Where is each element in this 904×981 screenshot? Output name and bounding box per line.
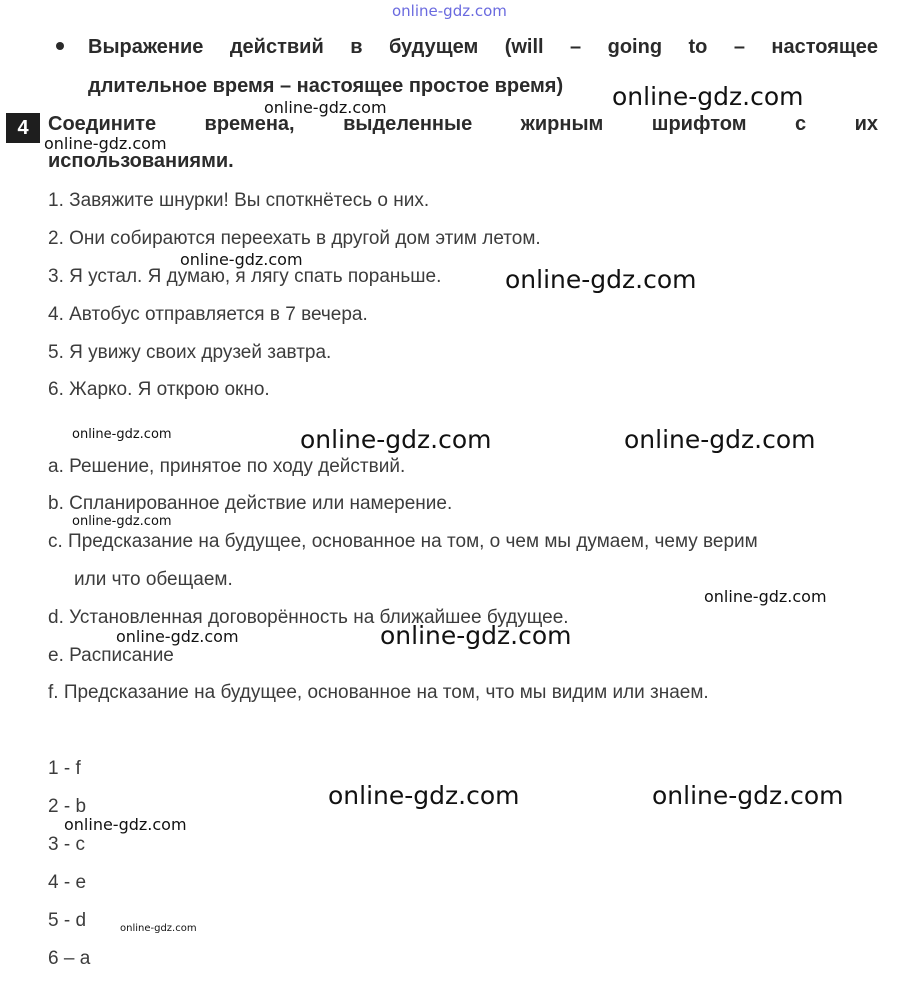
task-instruction-line-1: Соедините времена, выделенные жирным шрифтом с их — [48, 113, 878, 135]
watermark: online-gdz.com — [120, 923, 197, 934]
sentence-4: 4. Автобус отправляется в 7 вечера. — [48, 304, 368, 325]
bullet-line-1: Выражение действий в будущем (will – going to – настоящее — [88, 36, 878, 58]
watermark: online-gdz.com — [380, 621, 572, 650]
task-instruction-line-2: использованиями. — [48, 150, 234, 172]
sentence-2: 2. Они собираются переехать в другой дом этим летом. — [48, 228, 541, 249]
watermark: online-gdz.com — [180, 250, 303, 269]
use-b: b. Спланированное действие или намерение. — [48, 493, 453, 514]
answer-3: 3 - c — [48, 834, 85, 855]
watermark: online-gdz.com — [72, 427, 172, 442]
watermark: online-gdz.com — [116, 627, 239, 646]
watermark: online-gdz.com — [44, 134, 167, 153]
use-c: c. Предсказание на будущее, основанное на том, о чем мы думаем, чему верим — [48, 531, 758, 552]
watermark: online-gdz.com — [505, 265, 697, 294]
bullet-dot-icon — [56, 42, 64, 50]
watermark: online-gdz.com — [300, 425, 492, 454]
answer-1: 1 - f — [48, 758, 81, 779]
watermark: online-gdz.com — [264, 98, 387, 117]
sentence-1: 1. Завяжите шнурки! Вы споткнётесь о них. — [48, 190, 430, 211]
answer-6: 6 – a — [48, 948, 91, 969]
sentence-3: 3. Я устал. Я думаю, я лягу спать пораньше. — [48, 266, 442, 287]
watermark: online-gdz.com — [704, 587, 827, 606]
sentence-6: 6. Жарко. Я открою окно. — [48, 379, 270, 400]
watermark: online-gdz.com — [72, 514, 172, 529]
use-e: e. Расписание — [48, 645, 174, 666]
answer-5: 5 - d — [48, 910, 87, 931]
watermark: online-gdz.com — [624, 425, 816, 454]
watermark: online-gdz.com — [652, 781, 844, 810]
watermark: online-gdz.com — [612, 82, 804, 111]
sentence-5: 5. Я увижу своих друзей завтра. — [48, 342, 332, 363]
use-d: d. Установленная договорённость на ближайшее будущее. — [48, 607, 569, 628]
watermark: online-gdz.com — [328, 781, 520, 810]
answer-2: 2 - b — [48, 796, 87, 817]
use-a: a. Решение, принятое по ходу действий. — [48, 456, 406, 477]
task-number-badge: 4 — [6, 113, 40, 143]
watermark: online-gdz.com — [64, 815, 187, 834]
answer-4: 4 - e — [48, 872, 87, 893]
watermark-top: online-gdz.com — [392, 2, 507, 20]
use-c-continued: или что обещаем. — [74, 569, 233, 590]
bullet-line-2: длительное время – настоящее простое время) — [88, 75, 564, 97]
use-f: f. Предсказание на будущее, основанное на том, что мы видим или знаем. — [48, 682, 709, 703]
